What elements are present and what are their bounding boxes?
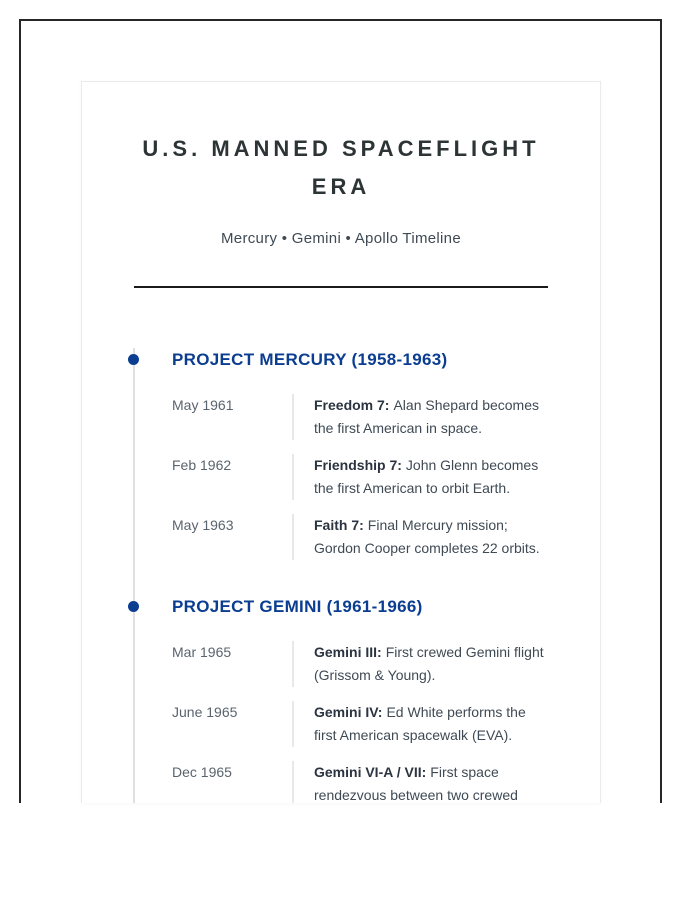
section-heading-mercury: PROJECT MERCURY (1958-1963)	[172, 350, 448, 369]
entry-description	[292, 514, 548, 560]
entry-description	[292, 701, 548, 747]
entry-description	[292, 641, 548, 687]
document-card	[81, 81, 601, 803]
timeline-dot	[128, 601, 139, 612]
entry-description	[292, 394, 548, 440]
timeline-entry	[172, 761, 548, 803]
page-title	[134, 130, 548, 206]
page-subtitle: Mercury • Gemini • Apollo Timeline	[221, 230, 461, 247]
timeline-entry	[172, 701, 548, 747]
mission-name: Gemini III:	[314, 644, 382, 660]
timeline-entry	[172, 454, 548, 500]
mission-detail: First space rendezvous between two crewed	[314, 764, 518, 803]
mission-name: Freedom 7:	[314, 397, 390, 413]
entry-description	[292, 454, 548, 500]
mission-detail: Final Mercury mission; Gordon Cooper completes 22 orbits.	[314, 517, 540, 556]
entry-date: May 1961	[172, 397, 234, 413]
timeline	[133, 348, 548, 803]
section-mercury	[135, 348, 548, 560]
mission-name: Friendship 7:	[314, 457, 402, 473]
timeline-entry	[172, 641, 548, 687]
mission-detail: Ed White performs the first American spacewalk (EVA).	[314, 704, 526, 743]
mission-name: Faith 7:	[314, 517, 364, 533]
document-header	[134, 130, 548, 288]
timeline-entry	[172, 514, 548, 560]
entry-date: Mar 1965	[172, 644, 232, 660]
mission-detail: John Glenn becomes the first American to orbit Earth.	[314, 457, 539, 496]
section-gemini	[135, 595, 548, 803]
entry-date: Dec 1965	[172, 764, 232, 780]
section-heading-gemini: PROJECT GEMINI (1961-1966)	[172, 597, 423, 616]
entry-date: June 1965	[172, 704, 238, 720]
page-title-line-2: ERA	[311, 174, 371, 199]
entry-date: May 1963	[172, 517, 234, 533]
entry-description	[292, 761, 548, 803]
entry-date: Feb 1962	[172, 457, 232, 473]
timeline-dot	[128, 354, 139, 365]
mission-name: Gemini VI-A / VII:	[314, 764, 427, 780]
mission-name: Gemini IV:	[314, 704, 383, 720]
header-divider	[134, 286, 548, 288]
page-title-line-1: U.S. MANNED SPACEFLIGHT	[142, 136, 540, 161]
timeline-entry	[172, 394, 548, 440]
mission-detail: Alan Shepard becomes the first American in space.	[314, 397, 540, 436]
mission-detail: First crewed Gemini flight (Grissom & Young).	[314, 644, 544, 683]
